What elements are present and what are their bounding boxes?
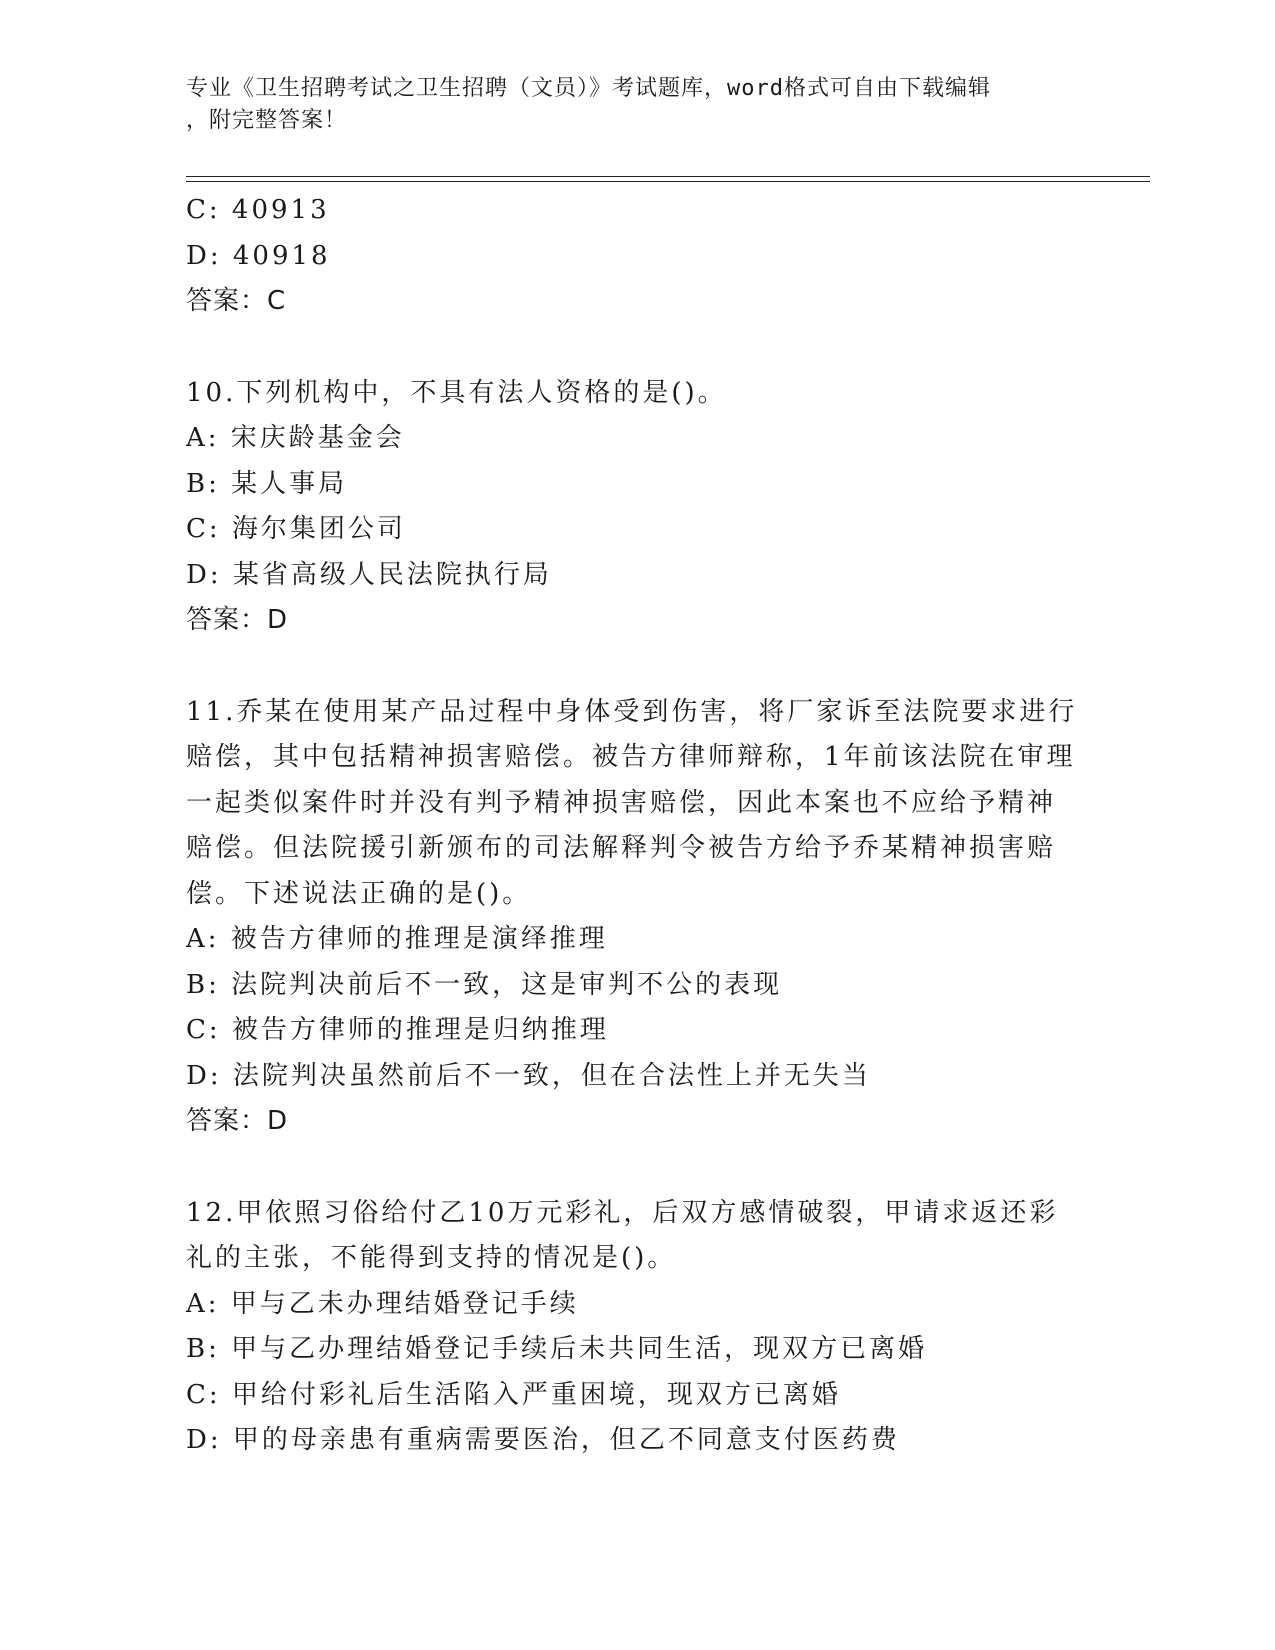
option-c: C: 海尔集团公司: [186, 514, 406, 544]
question-text-line-1: 11.乔某在使用某产品过程中身体受到伤害，将厂家诉至法院要求进行: [186, 696, 1078, 727]
question-11: [186, 690, 1086, 1145]
option-d: D: 法院判决虽然前后不一致，但在合法性上并无失当: [186, 1060, 871, 1091]
spacer: [186, 1145, 1086, 1191]
answer: 答案：C: [186, 286, 287, 316]
question-9-tail: [186, 188, 1086, 325]
option-d: D: 40918: [186, 240, 331, 271]
option-c: C: 甲给付彩礼后生活陷入严重困境，现双方已离婚: [186, 1379, 841, 1410]
question-10: [186, 371, 1086, 644]
option-a: A: 被告方律师的推理是演绎推理: [186, 924, 608, 954]
header-divider-bottom: [186, 181, 1150, 182]
document-header: [186, 73, 1066, 137]
question-text-line-5: 偿。下述说法正确的是()。: [186, 878, 532, 909]
option-b: B: 某人事局: [186, 468, 348, 499]
question-text-line-3: 一起类似案件时并没有判予精神损害赔偿，因此本案也不应给予精神: [186, 787, 1057, 818]
option-b: B: 法院判决前后不一致，这是审判不公的表现: [186, 969, 783, 1000]
header-line-2: ，附完整答案！: [186, 108, 348, 133]
option-d: D: 甲的母亲患有重病需要医治，但乙不同意支付医药费: [186, 1425, 900, 1455]
answer: 答案：D: [186, 605, 289, 635]
option-a: A: 甲与乙未办理结婚登记手续: [186, 1288, 579, 1319]
option-c: C: 被告方律师的推理是归纳推理: [186, 1015, 609, 1045]
option-b: B: 甲与乙办理结婚登记手续后未共同生活，现双方已离婚: [186, 1334, 928, 1364]
option-a: A: 宋庆龄基金会: [186, 423, 405, 453]
option-c: C: 40913: [186, 195, 330, 225]
question-content: [186, 188, 1086, 1464]
question-text-line-4: 赔偿。但法院援引新颁布的司法解释判令被告方给予乔某精神损害赔: [186, 833, 1057, 863]
header-line-1: 专业《卫生招聘考试之卫生招聘（文员）》考试题库，word格式可自由下载编辑: [186, 76, 991, 101]
option-d: D: 某省高级人民法院执行局: [186, 559, 552, 590]
header-divider-top: [186, 176, 1150, 177]
question-text-line-2: 赔偿，其中包括精神损害赔偿。被告方律师辩称，1年前该法院在审理: [186, 742, 1076, 772]
spacer: [186, 325, 1086, 371]
question-12: [186, 1191, 1086, 1464]
question-text-line-1: 12.甲依照习俗给付乙10万元彩礼，后双方感情破裂，甲请求返还彩: [186, 1197, 1059, 1228]
answer: 答案：D: [186, 1106, 289, 1136]
question-text-line-2: 礼的主张，不能得到支持的情况是()。: [186, 1243, 677, 1273]
spacer: [186, 644, 1086, 690]
question-text: 10.下列机构中，不具有法人资格的是()。: [186, 377, 727, 408]
